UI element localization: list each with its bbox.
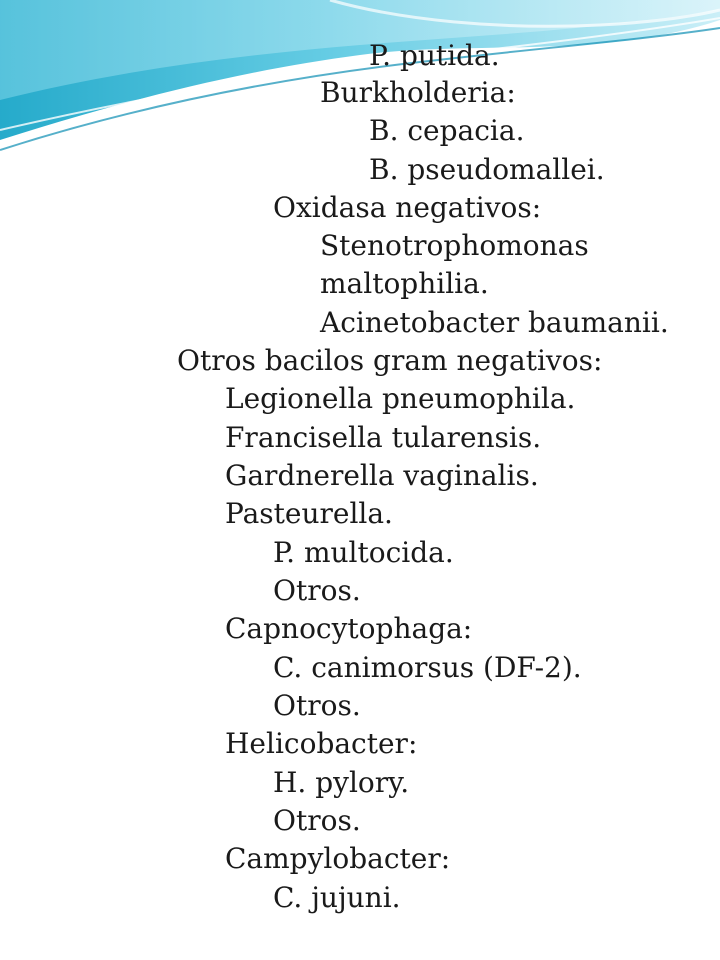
outline-line: Capnocytophaga: <box>225 612 473 645</box>
outline-line: Stenotrophomonas <box>320 229 589 262</box>
outline-line: Acinetobacter baumanii. <box>320 306 669 339</box>
outline-line: Oxidasa negativos: <box>273 191 542 224</box>
outline-line: P. putida. <box>369 39 500 72</box>
outline-line: Otros. <box>273 574 361 607</box>
outline-line: B. cepacia. <box>369 114 525 147</box>
outline-line: Legionella pneumophila. <box>225 382 576 415</box>
outline-line: Francisella tularensis. <box>225 421 542 454</box>
outline-line: C. canimorsus (DF-2). <box>273 651 582 684</box>
outline-line: C. jujuni. <box>273 881 401 914</box>
outline-line: H. pylory. <box>273 766 410 799</box>
outline-line: P. multocida. <box>273 536 454 569</box>
outline-line: Helicobacter: <box>225 727 418 760</box>
outline-line: Burkholderia: <box>320 76 516 109</box>
outline-line: Gardnerella vaginalis. <box>225 459 539 492</box>
outline-line: B. pseudomallei. <box>369 153 605 186</box>
outline-line: Otros bacilos gram negativos: <box>177 344 603 377</box>
outline-line: Pasteurella. <box>225 497 393 530</box>
outline-line: Otros. <box>273 804 361 837</box>
outline-line: maltophilia. <box>320 267 489 300</box>
outline-line: Otros. <box>273 689 361 722</box>
outline-line: Campylobacter: <box>225 842 451 875</box>
